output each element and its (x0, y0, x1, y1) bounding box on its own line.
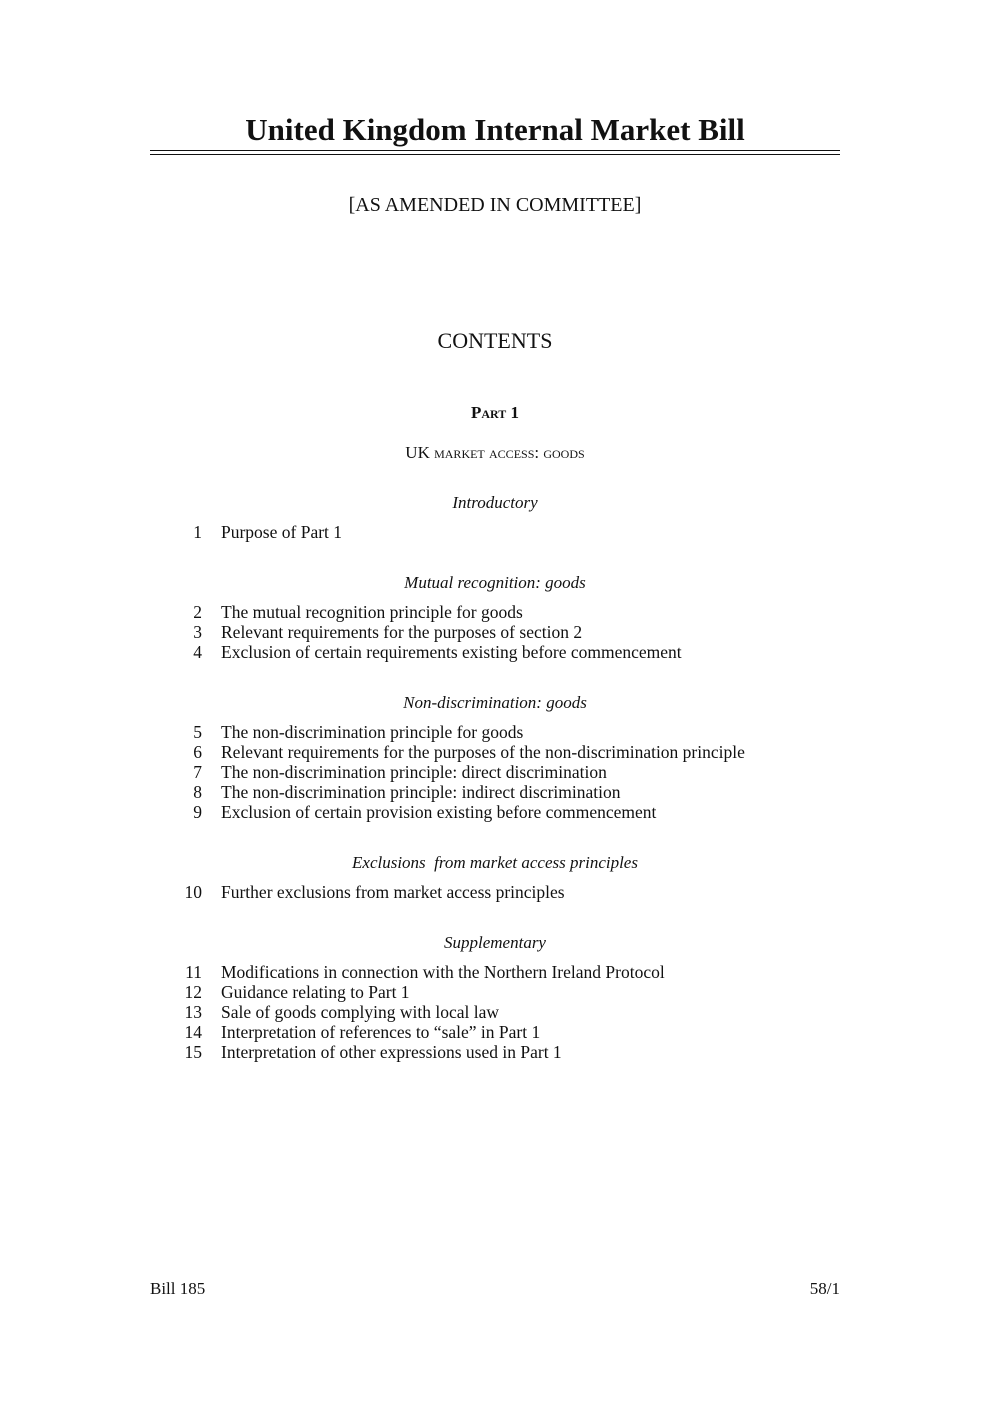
contents-entry (150, 742, 850, 762)
entry-number: 11 (185, 962, 202, 982)
contents-entry (150, 1042, 850, 1062)
entry-title: Purpose of Part 1 (221, 522, 343, 542)
entry-number: 1 (193, 522, 202, 542)
entry-title: Guidance relating to Part 1 (221, 982, 410, 1002)
contents-entry (150, 802, 850, 822)
entry-number: 2 (193, 602, 202, 622)
entry-title: Modifications in connection with the Northern Ireland Protocol (221, 962, 665, 982)
entry-number: 15 (184, 1042, 202, 1062)
entry-list-mutual-recognition (150, 602, 850, 662)
group-heading-non-discrimination: Non-discrimination: goods (403, 693, 587, 712)
entry-number: 14 (184, 1022, 202, 1042)
part-heading: Part 1 (470, 403, 520, 422)
entry-title: The non-discrimination principle: indirect discrimination (221, 782, 621, 802)
contents-entry (150, 642, 850, 662)
entry-title: Interpretation of other expressions used in Part 1 (221, 1042, 562, 1062)
entry-number: 4 (193, 642, 202, 662)
entry-title: Relevant requirements for the purposes of the non-discrimination principle (221, 742, 745, 762)
entry-number: 5 (193, 722, 202, 742)
entry-title: The non-discrimination principle for goods (221, 722, 524, 742)
entry-number: 8 (193, 782, 202, 802)
contents-entry (150, 882, 850, 902)
entry-number: 7 (193, 762, 202, 782)
bill-title: United Kingdom Internal Market Bill (245, 112, 745, 147)
entry-list-supplementary (150, 962, 850, 1062)
entry-number: 13 (184, 1002, 202, 1022)
contents-entry (150, 762, 850, 782)
contents-entry (150, 782, 850, 802)
entry-number: 9 (193, 802, 202, 822)
entry-number: 10 (184, 882, 202, 902)
entry-title: The mutual recognition principle for goods (221, 602, 523, 622)
entry-list-introductory (150, 522, 850, 542)
footer-bill-number: Bill 185 (150, 1279, 206, 1298)
contents-entry (150, 622, 850, 642)
entry-list-non-discrimination (150, 722, 850, 822)
entry-number: 12 (184, 982, 202, 1002)
group-heading-mutual-recognition: Mutual recognition: goods (404, 573, 586, 592)
entry-number: 3 (193, 622, 202, 642)
group-heading-exclusions: Exclusions from market access principles (352, 853, 638, 872)
entry-number: 6 (193, 742, 202, 762)
title-rule-lower (150, 154, 840, 155)
contents-entry (150, 982, 850, 1002)
entry-title: Exclusion of certain requirements existing before commencement (221, 642, 682, 662)
part-subtitle: UK market access: goods (405, 443, 585, 462)
group-heading-supplementary: Supplementary (444, 933, 546, 952)
contents-entry (150, 522, 850, 542)
entry-title: Exclusion of certain provision existing before commencement (221, 802, 657, 822)
amendment-status: [AS AMENDED IN COMMITTEE] (348, 194, 642, 216)
contents-heading: CONTENTS (437, 328, 553, 353)
entry-title: Interpretation of references to “sale” in Part 1 (221, 1022, 541, 1042)
title-rule-upper (150, 150, 840, 151)
entry-title: Relevant requirements for the purposes of section 2 (221, 622, 583, 642)
contents-entry (150, 1022, 850, 1042)
entry-title: Sale of goods complying with local law (221, 1002, 500, 1022)
contents-entry (150, 602, 850, 622)
entry-list-exclusions (150, 882, 850, 902)
contents-entry (150, 722, 850, 742)
entry-title: The non-discrimination principle: direct discrimination (221, 762, 607, 782)
entry-title: Further exclusions from market access principles (221, 882, 565, 902)
group-heading-introductory: Introductory (452, 493, 538, 512)
footer-reference: 58/1 (809, 1279, 840, 1298)
contents-entry (150, 1002, 850, 1022)
contents-entry (150, 962, 850, 982)
